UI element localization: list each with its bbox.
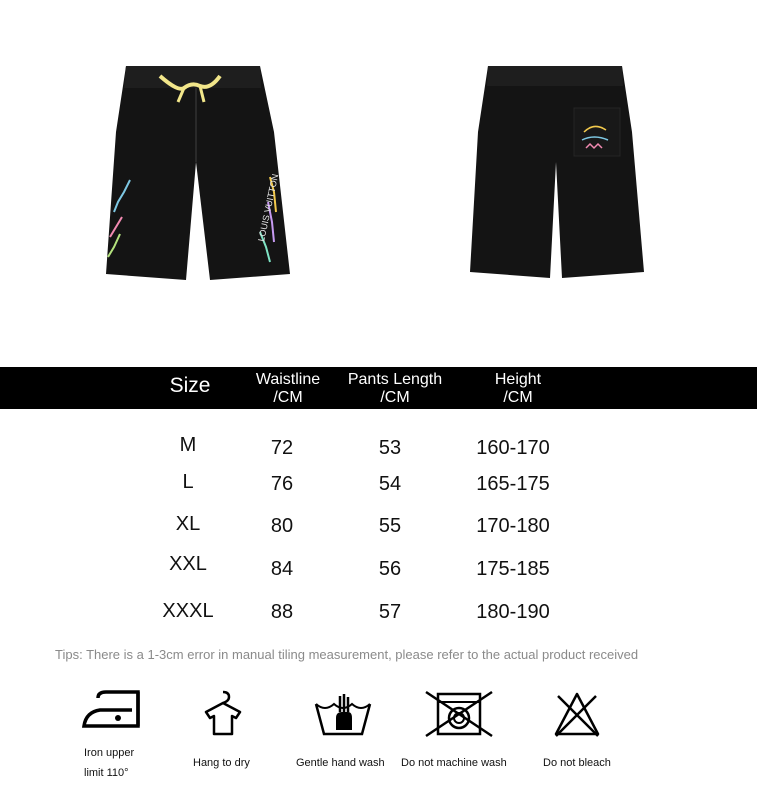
svg-text:LOUIS VUITTON: LOUIS VUITTON	[256, 172, 281, 243]
care-no-machine-wash-label: Do not machine wash	[401, 757, 507, 769]
cell-height: 165-175	[476, 473, 550, 495]
care-iron-label-line2: limit 110°	[84, 767, 129, 779]
care-no-bleach	[552, 690, 602, 738]
care-hang-dry	[200, 688, 246, 738]
no-bleach-icon	[552, 690, 602, 738]
cell-height: 170-180	[476, 515, 550, 537]
cell-size: L	[182, 471, 194, 493]
table-row	[0, 515, 757, 545]
table-row	[0, 435, 757, 465]
table-row	[0, 553, 757, 588]
cell-size: M	[179, 434, 197, 456]
header-pants-length-line2: /CM	[380, 389, 410, 406]
cell-height: 175-185	[476, 558, 550, 580]
cell-size: XXXL	[162, 600, 214, 622]
cell-pants-length: 56	[378, 558, 402, 580]
hang-dry-icon	[200, 688, 246, 738]
care-hand-wash	[312, 690, 374, 740]
header-height-line1: Height	[494, 371, 542, 388]
cell-waistline: 72	[270, 437, 294, 459]
header-height-line2: /CM	[503, 389, 533, 406]
cell-pants-length: 55	[378, 515, 402, 537]
table-row	[0, 473, 757, 503]
cell-waistline: 80	[270, 515, 294, 537]
cell-size: XXL	[169, 553, 207, 575]
header-waistline-line1: Waistline	[255, 371, 321, 388]
product-images	[0, 0, 757, 365]
care-no-machine-wash	[424, 690, 494, 738]
header-waistline	[238, 371, 338, 407]
cell-pants-length: 54	[378, 473, 402, 495]
header-waistline-line2: /CM	[273, 389, 303, 406]
size-table-header	[0, 367, 757, 409]
cell-pants-length: 57	[378, 601, 402, 623]
care-hang-dry-label: Hang to dry	[193, 757, 250, 769]
table-row	[0, 601, 757, 631]
cell-height: 180-190	[476, 601, 550, 623]
care-iron	[82, 686, 142, 730]
cell-waistline: 76	[270, 473, 294, 495]
care-iron-label-line1: Iron upper	[84, 747, 135, 759]
header-height	[468, 371, 568, 407]
hand-wash-icon	[312, 690, 374, 740]
cell-waistline: 88	[270, 601, 294, 623]
care-no-bleach-label: Do not bleach	[543, 757, 611, 769]
header-pants-length-line1: Pants Length	[347, 371, 443, 388]
iron-icon	[82, 686, 142, 730]
no-machine-wash-icon	[424, 690, 494, 738]
shorts-back-image	[466, 62, 646, 282]
header-pants-length	[335, 371, 455, 407]
cell-waistline: 84	[270, 558, 294, 580]
cell-height: 160-170	[476, 437, 550, 459]
shorts-front-image	[100, 62, 290, 284]
care-hand-wash-label: Gentle hand wash	[296, 757, 385, 769]
header-size: Size	[169, 374, 211, 397]
measurement-tips: Tips: There is a 1-3cm error in manual tiling measurement, please refer to the actual product received	[55, 647, 639, 662]
cell-pants-length: 53	[378, 437, 402, 459]
cell-size: XL	[175, 513, 201, 535]
